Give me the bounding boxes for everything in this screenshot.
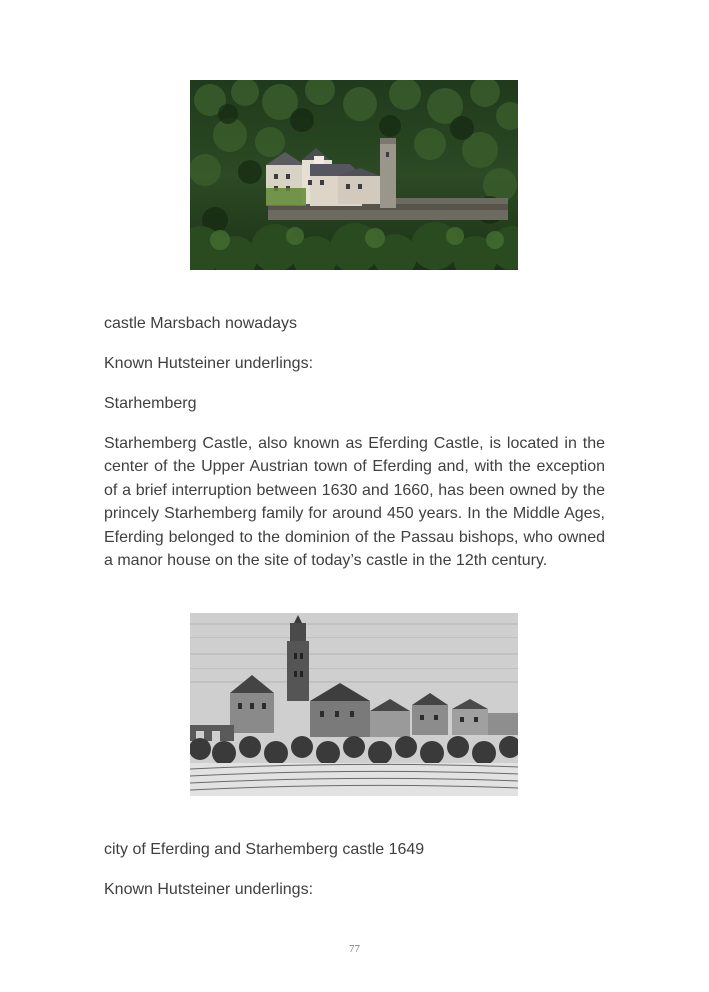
page-number: 77 [349,943,360,955]
eferding-engraving [190,613,518,796]
figure-caption-castle-marsbach: castle Marsbach nowadays [104,315,297,332]
underlings-label: Known Hutsteiner underlings: [104,355,314,372]
figure-caption-eferding: city of Eferding and Starhemberg castle 1649 [104,841,425,858]
section-heading-starhemberg: Starhemberg [104,395,197,412]
castle-marsbach-photo [190,80,518,270]
starhemberg-description: Starhemberg Castle, also known as Eferding Castle, is located in the center of the Upper Austrian town of Eferding and, with the exception of a brief interruption between 1630 and 1660, has been owned by the princely Starhemberg family for around 450 years. In the Middle Ages, Eferding belonged to the dominion of the Passau bishops, who owned a manor house on the site of today’s castle in the 12th century. [104,435,605,570]
underlings-label-2: Known Hutsteiner underlings: [104,881,314,898]
